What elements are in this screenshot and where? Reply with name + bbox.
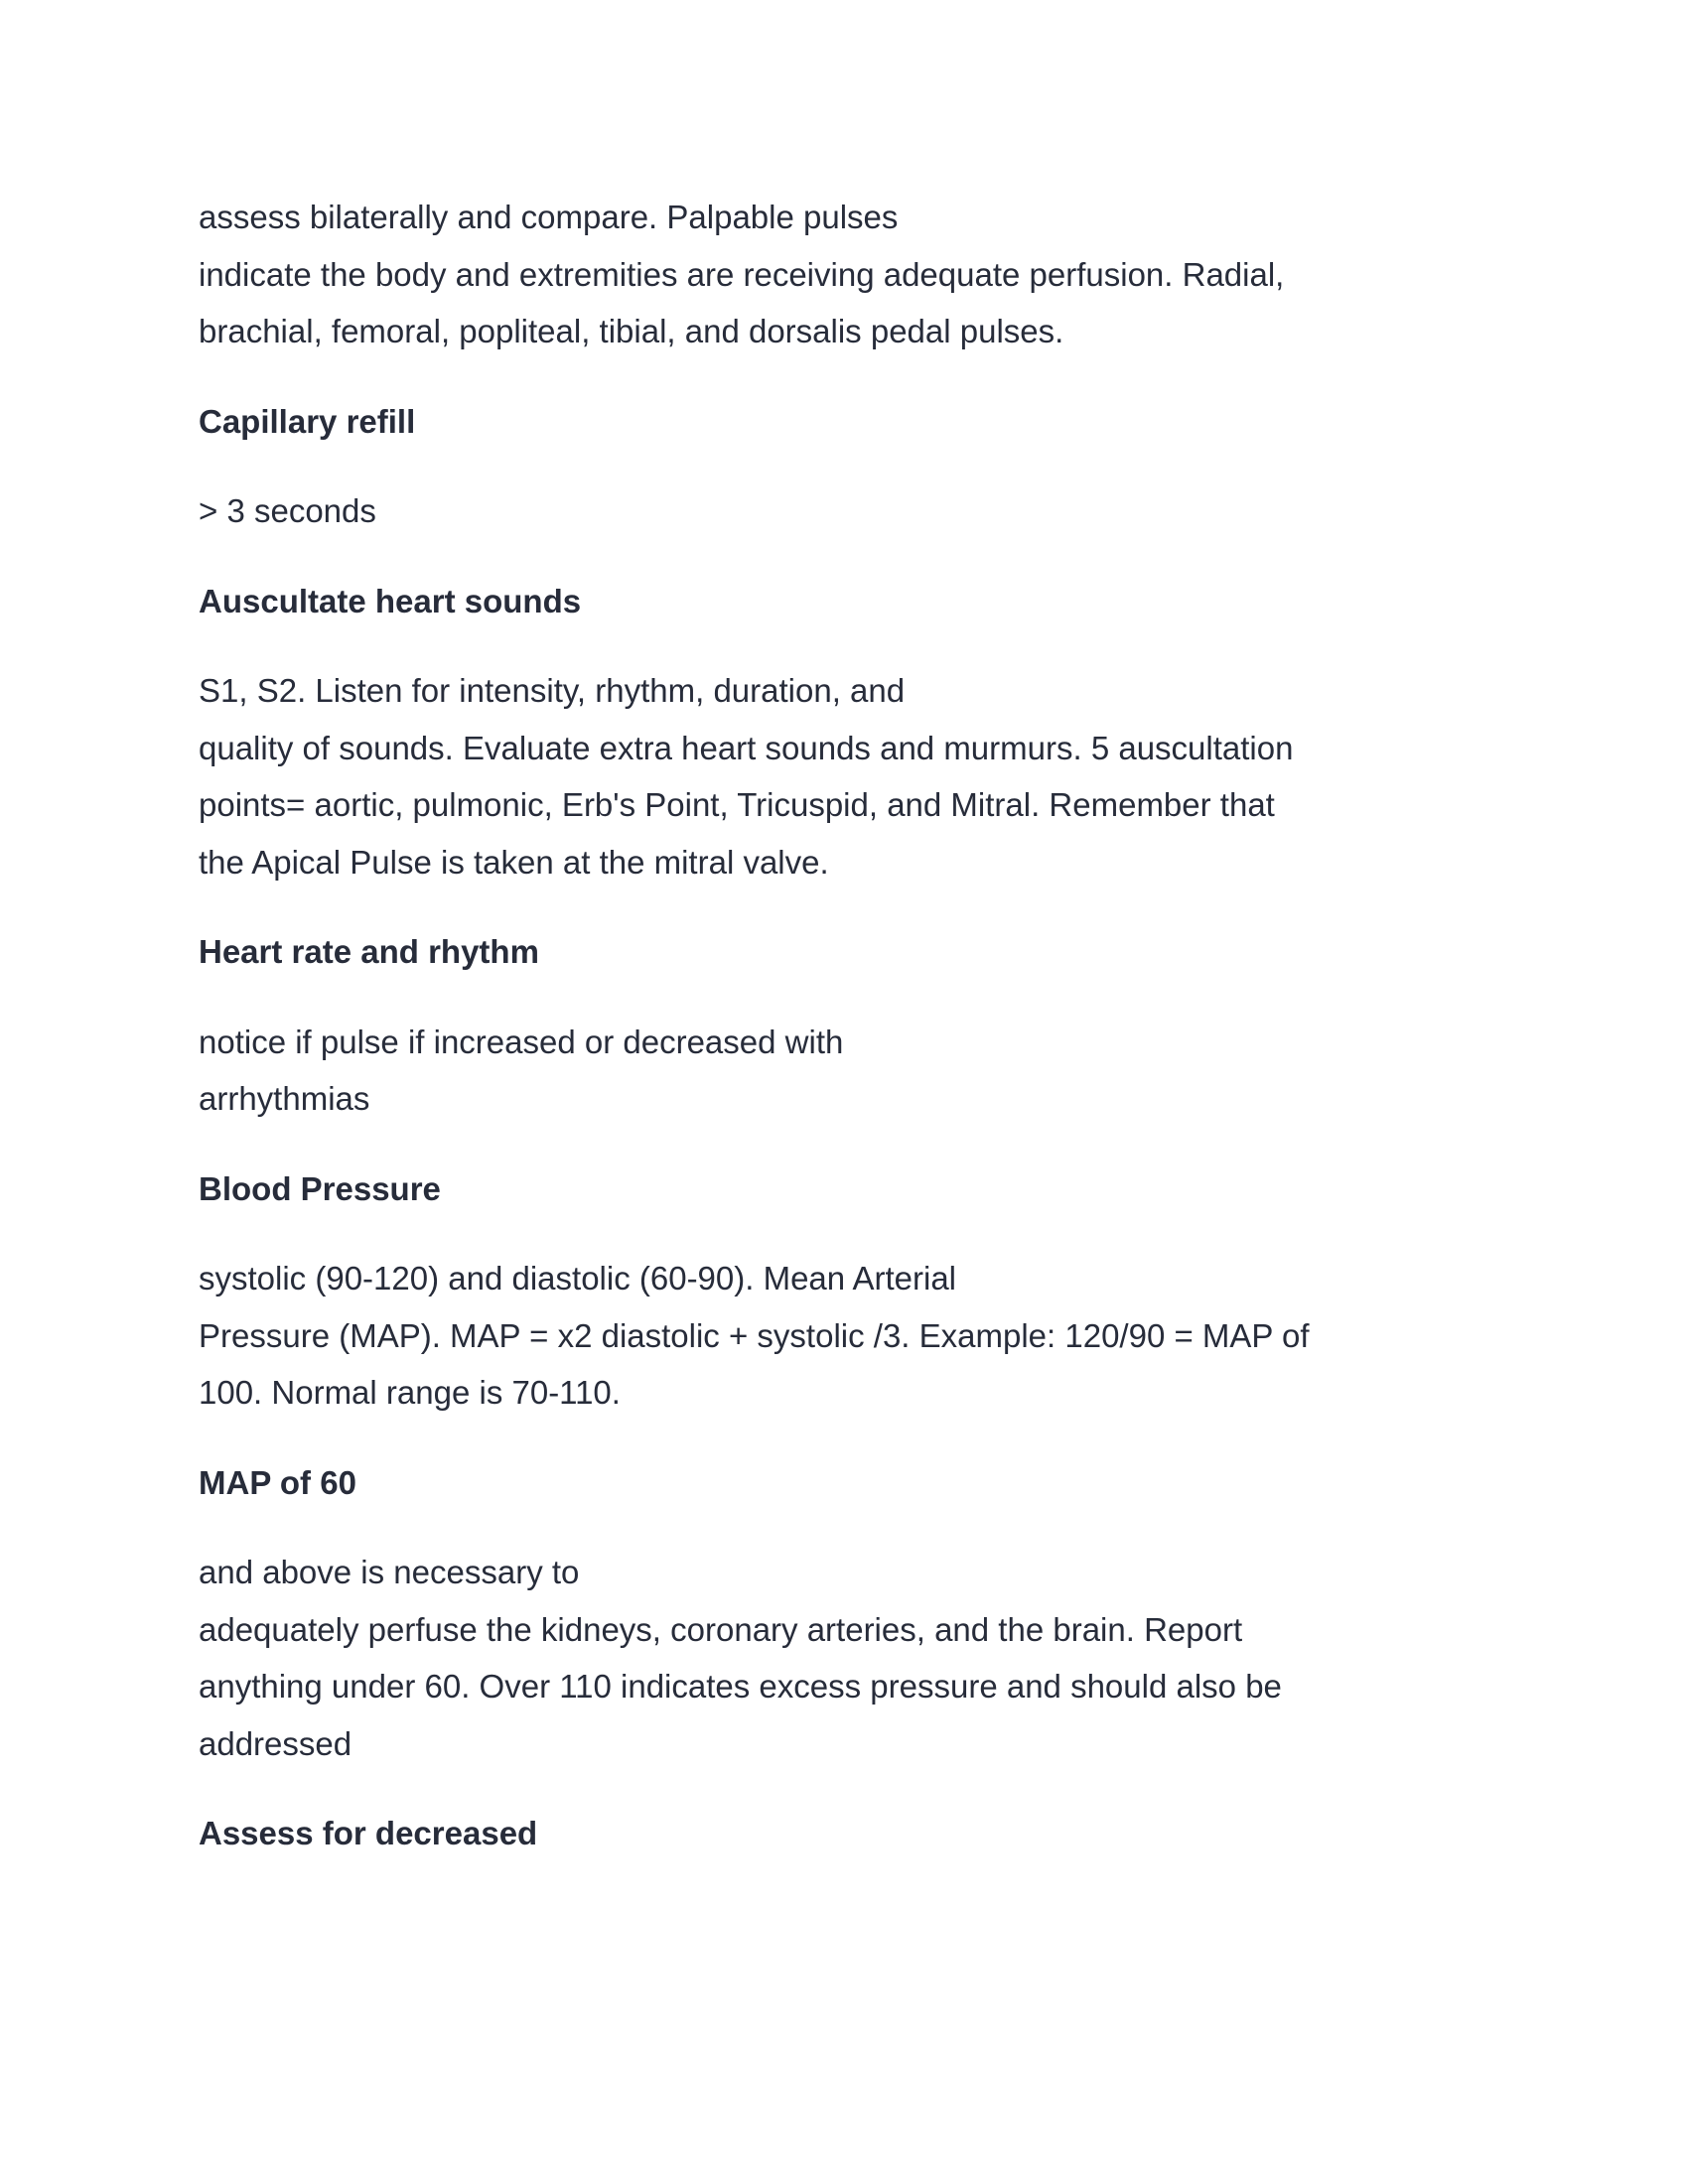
paragraph-line: and above is necessary to [199,1554,580,1590]
paragraph-line: arrhythmias [199,1080,370,1117]
paragraph-line: indicate the body and extremities are receiving adequate perfusion. Radial, [199,255,1285,293]
paragraph-line: assess bilaterally and compare. Palpable pulses [199,199,899,235]
paragraph-line: notice if pulse if increased or decreased with [199,1023,844,1060]
paragraph-line: adequately perfuse the kidneys, coronary arteries, and the brain. Report [199,1610,1243,1648]
paragraph-line: anything under 60. Over 110 indicates excess pressure and should also be [199,1668,1282,1705]
paragraph-line: systolic (90-120) and diastolic (60-90). Mean Arterial [199,1260,957,1297]
paragraph-map [199,1544,1390,1772]
heading-heart-rate-rhythm: Heart rate and rhythm [199,933,539,970]
heading-blood-pressure: Blood Pressure [199,1169,441,1207]
paragraph-heart-sounds [199,662,1390,890]
paragraph-blood-pressure [199,1250,1390,1422]
heading-map-of-60: MAP of 60 [199,1463,356,1501]
paragraph-heart-rate [199,1014,1390,1128]
heading-capillary-refill: Capillary refill [199,402,416,440]
paragraph-line: S1, S2. Listen for intensity, rhythm, duration, and [199,672,906,709]
paragraph-pulses [199,189,1390,360]
heading-auscultate-heart-sounds: Auscultate heart sounds [199,582,582,619]
paragraph-line: quality of sounds. Evaluate extra heart sounds and murmurs. 5 auscultation [199,729,1294,766]
heading-assess-for-decreased: Assess for decreased [199,1815,538,1851]
paragraph-line: 100. Normal range is 70-110. [199,1374,621,1411]
paragraph-line: addressed [199,1724,352,1762]
document-body [199,189,1390,1895]
paragraph-line: Pressure (MAP). MAP = x2 diastolic + systolic /3. Example: 120/90 = MAP of [199,1316,1310,1354]
paragraph-line: points= aortic, pulmonic, Erb's Point, Tricuspid, and Mitral. Remember that [199,786,1275,823]
paragraph-line: the Apical Pulse is taken at the mitral valve. [199,843,829,881]
paragraph-line: > 3 seconds [199,492,376,529]
paragraph-line: brachial, femoral, popliteal, tibial, and dorsalis pedal pulses. [199,313,1064,349]
paragraph-capillary-refill [199,482,1390,540]
